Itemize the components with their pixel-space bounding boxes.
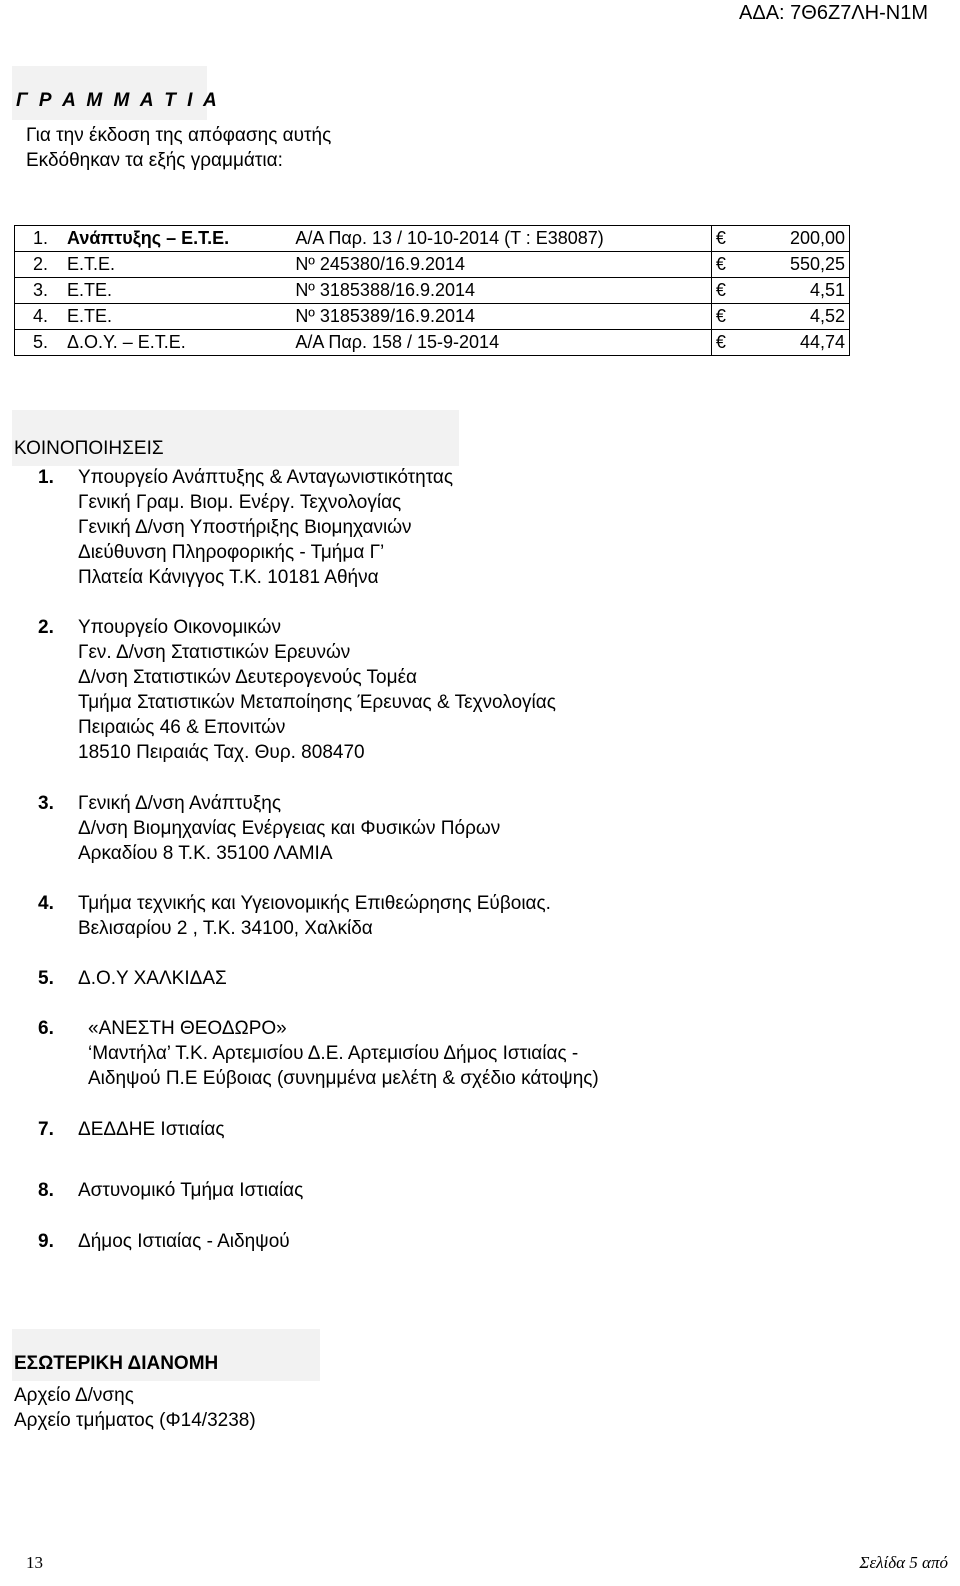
- recipient-item: [38, 1178, 303, 1203]
- grammatia-intro-line-1: Για την έκδοση της απόφασης αυτής: [26, 125, 332, 146]
- recipient-item: [38, 966, 227, 991]
- euro-icon: €: [711, 304, 750, 330]
- koinopoiiseis-title: ΚΟΙΝΟΠΟΙΗΣΕΙΣ: [14, 438, 164, 459]
- recipient-line: Τμήμα τεχνικής και Υγειονομικής Επιθεώρησης Εύβοιας.: [78, 893, 551, 914]
- recipient-line: Δ/νση Βιομηχανίας Ενέργειας και Φυσικών Πόρων: [78, 818, 501, 839]
- fee-amount: 200,00: [750, 226, 849, 252]
- fee-ref: Νº 3185389/16.9.2014: [291, 304, 711, 330]
- grammatia-intro-line-2: Εκδόθηκαν τα εξής γραμμάτια:: [26, 150, 283, 171]
- table-row: [15, 330, 850, 356]
- ada-code: ΑΔΑ: 7Θ6Ζ7ΛΗ-Ν1Μ: [739, 2, 928, 24]
- euro-icon: €: [711, 278, 750, 304]
- recipient-line: Βελισαρίου 2 , Τ.Κ. 34100, Χαλκίδα: [78, 918, 373, 939]
- fee-name-cell: [15, 330, 292, 356]
- recipient-number: 3.: [38, 793, 54, 814]
- fee-number: 4.: [33, 306, 49, 326]
- recipient-line: ‘Μαντήλα’ Τ.Κ. Αρτεμισίου Δ.Ε. Αρτεμισίου Δήμος Ιστιαίας -: [88, 1043, 579, 1064]
- euro-icon: €: [711, 330, 750, 356]
- fee-amount: 4,51: [750, 278, 849, 304]
- recipient-number: 9.: [38, 1231, 54, 1252]
- recipient-item: [38, 891, 551, 916]
- fee-number: 5.: [33, 332, 49, 352]
- fee-name: Ανάπτυξης – Ε.Τ.Ε.: [67, 228, 230, 248]
- recipient-number: 2.: [38, 617, 54, 638]
- recipient-line: «ΑΝΕΣΤΗ ΘΕΟΔΩΡΟ»: [88, 1018, 287, 1039]
- recipient-line: Αστυνομικό Τμήμα Ιστιαίας: [78, 1180, 304, 1201]
- fee-ref: Α/Α Παρ. 13 / 10-10-2014 (Τ : Ε38087): [291, 226, 711, 252]
- recipient-line: Πειραιώς 46 & Επονιτών: [78, 717, 286, 738]
- recipient-line: Υπουργείο Οικονομικών: [78, 617, 281, 638]
- fee-name: Ε.ΤΕ.: [67, 306, 113, 326]
- fee-ref: Νº 245380/16.9.2014: [291, 252, 711, 278]
- recipient-line: ΔΕΔΔΗΕ Ιστιαίας: [78, 1119, 225, 1140]
- esoteriki-title: ΕΣΩΤΕΡΙΚΗ ΔΙΑΝΟΜΗ: [14, 1353, 219, 1374]
- recipient-line: Δήμος Ιστιαίας - Αιδηψού: [78, 1231, 290, 1252]
- footer-doc-number: 13: [26, 1553, 43, 1572]
- fee-ref: Α/Α Παρ. 158 / 15-9-2014: [291, 330, 711, 356]
- recipient-line: Διεύθυνση Πληροφορικής - Τμήμα Γ’: [78, 542, 385, 563]
- fee-amount: 550,25: [750, 252, 849, 278]
- recipient-item: [38, 1229, 290, 1254]
- recipient-number: 7.: [38, 1119, 54, 1140]
- recipient-line: Γενική Γραμ. Βιομ. Ενέργ. Τεχνολογίας: [78, 492, 402, 513]
- table-row: [15, 278, 850, 304]
- recipient-line: Πλατεία Κάνιγγος Τ.Κ. 10181 Αθήνα: [78, 567, 379, 588]
- euro-icon: €: [711, 252, 750, 278]
- recipient-line: Τμήμα Στατιστικών Μεταποίησης Έρευνας & Τεχνολογίας: [78, 692, 556, 713]
- fee-name: Ε.Τ.Ε.: [67, 254, 116, 274]
- fee-ref: Νº 3185388/16.9.2014: [291, 278, 711, 304]
- fee-number: 3.: [33, 280, 49, 300]
- recipient-item: [38, 465, 453, 490]
- recipient-line: Δ/νση Στατιστικών Δευτερογενούς Τομέα: [78, 667, 418, 688]
- recipient-line: Αρκαδίου 8 Τ.Κ. 35100 ΛΑΜΙΑ: [78, 843, 333, 864]
- recipient-line: 18510 Πειραιάς Ταχ. Θυρ. 808470: [78, 742, 365, 763]
- table-row: [15, 304, 850, 330]
- fee-name: Δ.Ο.Υ. – Ε.Τ.Ε.: [67, 332, 186, 352]
- recipient-line: Δ.Ο.Υ ΧΑΛΚΙΔΑΣ: [78, 968, 227, 989]
- euro-icon: €: [711, 226, 750, 252]
- recipient-number: 8.: [38, 1180, 54, 1201]
- esoteriki-line: Αρχείο Δ/νσης: [14, 1385, 134, 1406]
- recipient-number: 1.: [38, 467, 54, 488]
- fee-amount: 4,52: [750, 304, 849, 330]
- fee-number: 1.: [33, 228, 49, 248]
- footer-page-label: Σελίδα 5 από: [859, 1553, 948, 1572]
- recipient-line: Γενική Δ/νση Ανάπτυξης: [78, 793, 281, 814]
- table-row: [15, 252, 850, 278]
- fees-table: [14, 225, 850, 356]
- fee-number: 2.: [33, 254, 49, 274]
- recipient-line: Γενική Δ/νση Υποστήριξης Βιομηχανιών: [78, 517, 412, 538]
- esoteriki-line: Αρχείο τμήματος (Φ14/3238): [14, 1410, 256, 1431]
- recipient-item: [38, 615, 281, 640]
- table-row: [15, 226, 850, 252]
- recipient-number: 6.: [38, 1018, 54, 1039]
- recipient-item: [38, 1117, 225, 1142]
- fee-name-cell: [15, 278, 292, 304]
- fee-name-cell: [15, 304, 292, 330]
- recipient-item: [38, 791, 281, 816]
- recipient-line: Γεν. Δ/νση Στατιστικών Ερευνών: [78, 642, 351, 663]
- fee-name-cell: [15, 226, 292, 252]
- recipient-line: Αιδηψού Π.Ε Εύβοιας (συνημμένα μελέτη & σχέδιο κάτοψης): [88, 1068, 599, 1089]
- recipient-number: 4.: [38, 893, 54, 914]
- fee-name: Ε.ΤΕ.: [67, 280, 113, 300]
- recipient-item: [38, 1016, 287, 1041]
- recipient-number: 5.: [38, 968, 54, 989]
- fee-name-cell: [15, 252, 292, 278]
- fee-amount: 44,74: [750, 330, 849, 356]
- grammatia-title: Γ Ρ Α Μ Μ Α Τ Ι Α: [16, 90, 220, 111]
- recipient-line: Υπουργείο Ανάπτυξης & Ανταγωνιστικότητας: [78, 467, 454, 488]
